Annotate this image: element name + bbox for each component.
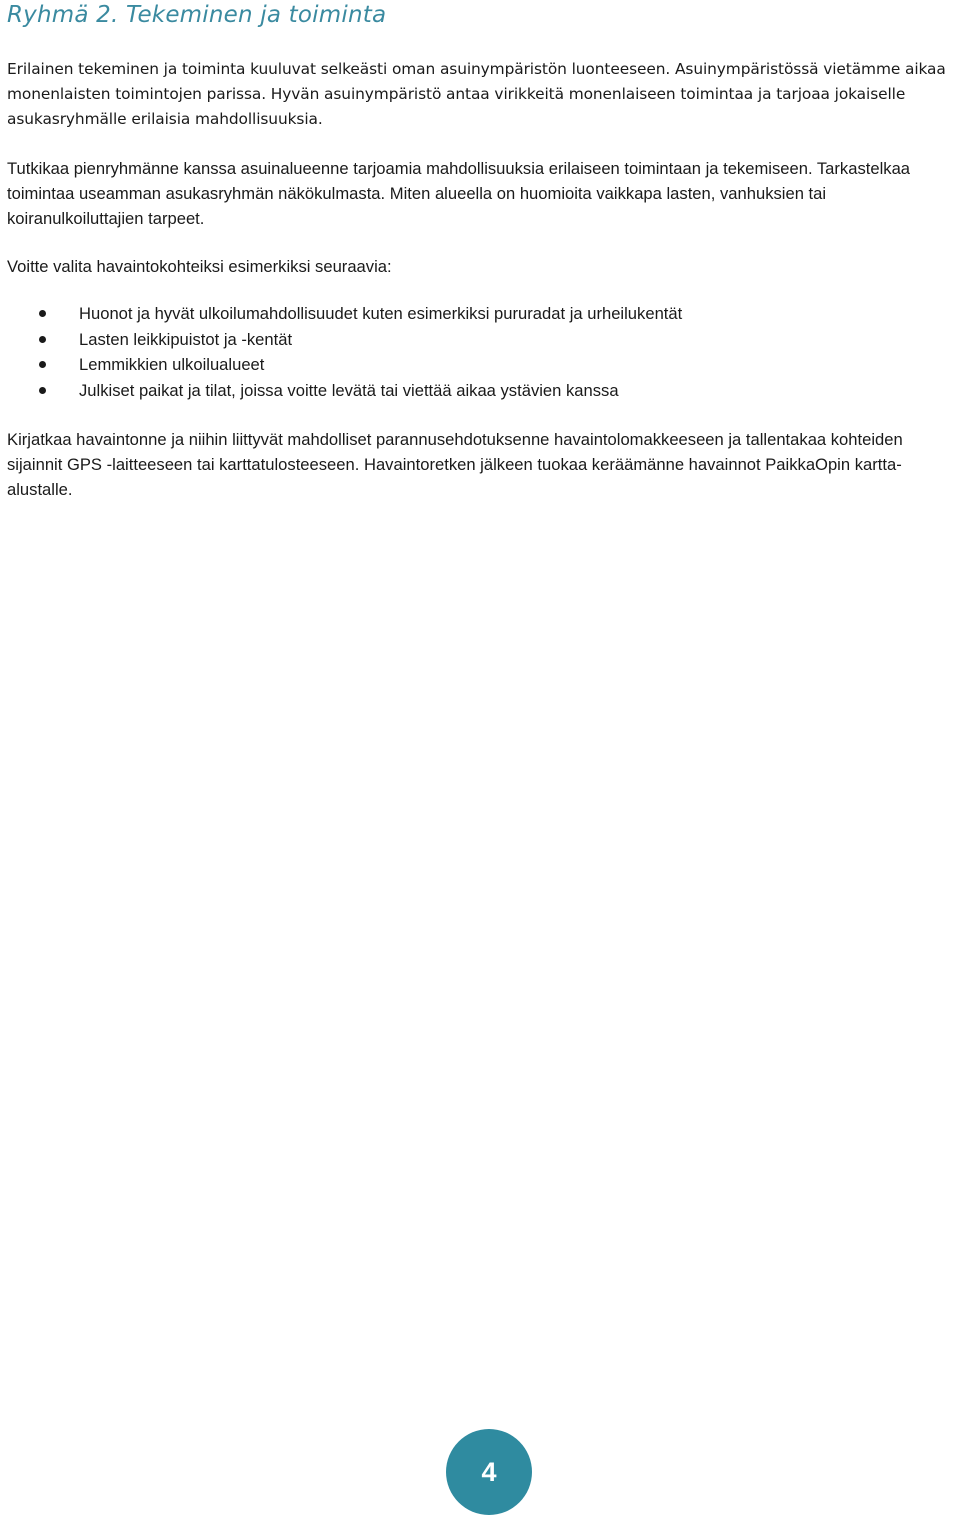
observation-targets-list	[0, 301, 682, 403]
list-item	[0, 301, 682, 327]
bullet-icon	[39, 361, 46, 368]
bullet-icon	[39, 310, 46, 317]
page-number-badge: 4	[446, 1429, 532, 1515]
list-item	[0, 378, 682, 404]
list-item-text: Lasten leikkipuistot ja -kentät	[79, 329, 293, 349]
closing-paragraph: Kirjatkaa havaintonne ja niihin liittyvät mahdolliset parannusehdotuksenne havaintolomakkeeseen ja tallentakaa kohteiden sijainnit GPS -laitteeseen tai karttatulosteeseen. Havaintoretken jälkeen tuokaa keräämänne havainnot PaikkaOpin kartta-alustalle.	[7, 430, 903, 499]
instructions-paragraph: Tutkikaa pienryhmänne kanssa asuinalueenne tarjoamia mahdollisuuksia erilaiseen toimintaan ja tekemiseen. Tarkastelkaa toimintaa useamman asukasryhmän näkökulmasta. Miten alueella on huomioita vaikkapa lasten, vanhuksien tai koiranulkoiluttajien tarpeet.	[7, 159, 911, 228]
list-item	[0, 327, 682, 353]
bullet-icon	[39, 336, 46, 343]
bullet-intro-paragraph: Voitte valita havaintokohteiksi esimerkiksi seuraavia:	[7, 257, 392, 276]
list-item-text: Lemmikkien ulkoilualueet	[79, 355, 265, 374]
bullet-icon	[39, 387, 46, 394]
list-item	[0, 352, 682, 378]
page-title: Ryhmä 2. Tekeminen ja toiminta	[7, 2, 387, 28]
list-item-text: Julkiset paikat ja tilat, joissa voitte levätä tai viettää aikaa ystävien kanssa	[79, 380, 619, 400]
list-item-text: Huonot ja hyvät ulkoilumahdollisuudet kuten esimerkiksi pururadat ja urheilukentät	[79, 304, 683, 323]
intro-paragraph: Erilainen tekeminen ja toiminta kuuluvat selkeästi oman asuinympäristön luonteeseen. Asuinympäristössä vietämme aikaa monenlaisten toimintojen parissa. Hyvän asuinympäristö antaa virikkeitä monenlaiseen toimintaa ja tarjoaa jokaiselle asukasryhmälle erilaisia mahdollisuuksia.	[7, 60, 946, 128]
